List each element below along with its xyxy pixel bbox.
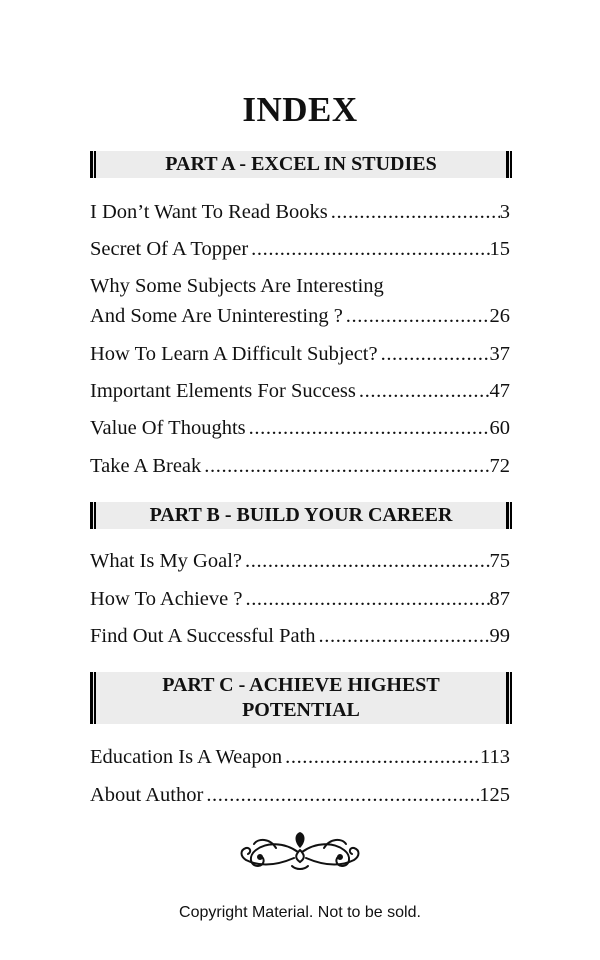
dot-leader bbox=[249, 414, 490, 442]
section-heading-part-b bbox=[90, 502, 512, 529]
index-entry bbox=[90, 452, 510, 480]
page-title: INDEX bbox=[242, 90, 358, 129]
entry-title: Secret Of A Topper bbox=[90, 238, 249, 260]
dot-leader bbox=[346, 302, 490, 330]
entry-page-number: 87 bbox=[489, 588, 510, 610]
entry-title: About Author bbox=[90, 784, 204, 806]
index-entry bbox=[90, 414, 510, 442]
section-bar-right bbox=[506, 502, 512, 529]
entry-page-number: 125 bbox=[479, 784, 510, 806]
section-bar-right bbox=[506, 672, 512, 724]
entry-page-number: 26 bbox=[489, 305, 510, 327]
entry-title: How To Achieve ? bbox=[90, 588, 243, 610]
section-heading-line2: POTENTIAL bbox=[242, 699, 360, 721]
dot-leader bbox=[251, 235, 489, 263]
section-heading-line1: PART C - ACHIEVE HIGHEST bbox=[162, 674, 440, 696]
index-entry bbox=[90, 377, 510, 405]
dot-leader bbox=[285, 743, 480, 771]
dot-leader bbox=[331, 198, 500, 226]
entry-page-number: 99 bbox=[489, 625, 510, 647]
dot-leader bbox=[319, 622, 490, 650]
entry-title-line1: Why Some Subjects Are Interesting bbox=[90, 275, 384, 297]
dot-leader bbox=[359, 377, 490, 405]
dot-leader bbox=[381, 340, 490, 368]
index-entry bbox=[90, 340, 510, 368]
entry-title: What Is My Goal? bbox=[90, 550, 242, 572]
section-heading-text: PART A - EXCEL IN STUDIES bbox=[165, 153, 437, 175]
index-entry bbox=[90, 198, 510, 226]
section-bar-left bbox=[90, 502, 96, 529]
entry-title: How To Learn A Difficult Subject? bbox=[90, 343, 378, 365]
entry-page-number: 75 bbox=[489, 550, 510, 572]
entry-title: Value Of Thoughts bbox=[90, 417, 246, 439]
dot-leader bbox=[245, 585, 489, 613]
entry-title: And Some Are Uninteresting ? bbox=[90, 305, 343, 327]
index-entry bbox=[90, 622, 510, 650]
entry-title: Education Is A Weapon bbox=[90, 746, 283, 768]
section-bar-left bbox=[90, 151, 96, 178]
index-entry bbox=[90, 743, 510, 771]
flourish-ornament-icon bbox=[236, 828, 364, 872]
index-entry bbox=[90, 235, 510, 263]
entry-page-number: 37 bbox=[489, 343, 510, 365]
index-entry bbox=[90, 781, 510, 809]
entry-page-number: 47 bbox=[489, 380, 510, 402]
section-heading-text: PART B - BUILD YOUR CAREER bbox=[149, 504, 453, 526]
entry-title: Take A Break bbox=[90, 455, 202, 477]
section-heading-part-a bbox=[90, 151, 512, 178]
entry-page-number: 113 bbox=[480, 746, 510, 768]
dot-leader bbox=[204, 452, 489, 480]
index-entry bbox=[90, 272, 510, 330]
copyright-notice: Copyright Material. Not to be sold. bbox=[179, 904, 421, 921]
entry-page-number: 3 bbox=[499, 201, 510, 223]
section-heading-part-c bbox=[90, 672, 512, 724]
entry-title: Important Elements For Success bbox=[90, 380, 356, 402]
section-bar-right bbox=[506, 151, 512, 178]
entry-page-number: 15 bbox=[489, 238, 510, 260]
dot-leader bbox=[245, 547, 490, 575]
entry-page-number: 60 bbox=[489, 417, 510, 439]
entry-title: I Don’t Want To Read Books bbox=[90, 201, 328, 223]
entry-title: Find Out A Successful Path bbox=[90, 625, 316, 647]
section-bar-left bbox=[90, 672, 96, 724]
index-entry bbox=[90, 547, 510, 575]
entry-page-number: 72 bbox=[489, 455, 510, 477]
index-entry bbox=[90, 585, 510, 613]
dot-leader bbox=[206, 781, 479, 809]
